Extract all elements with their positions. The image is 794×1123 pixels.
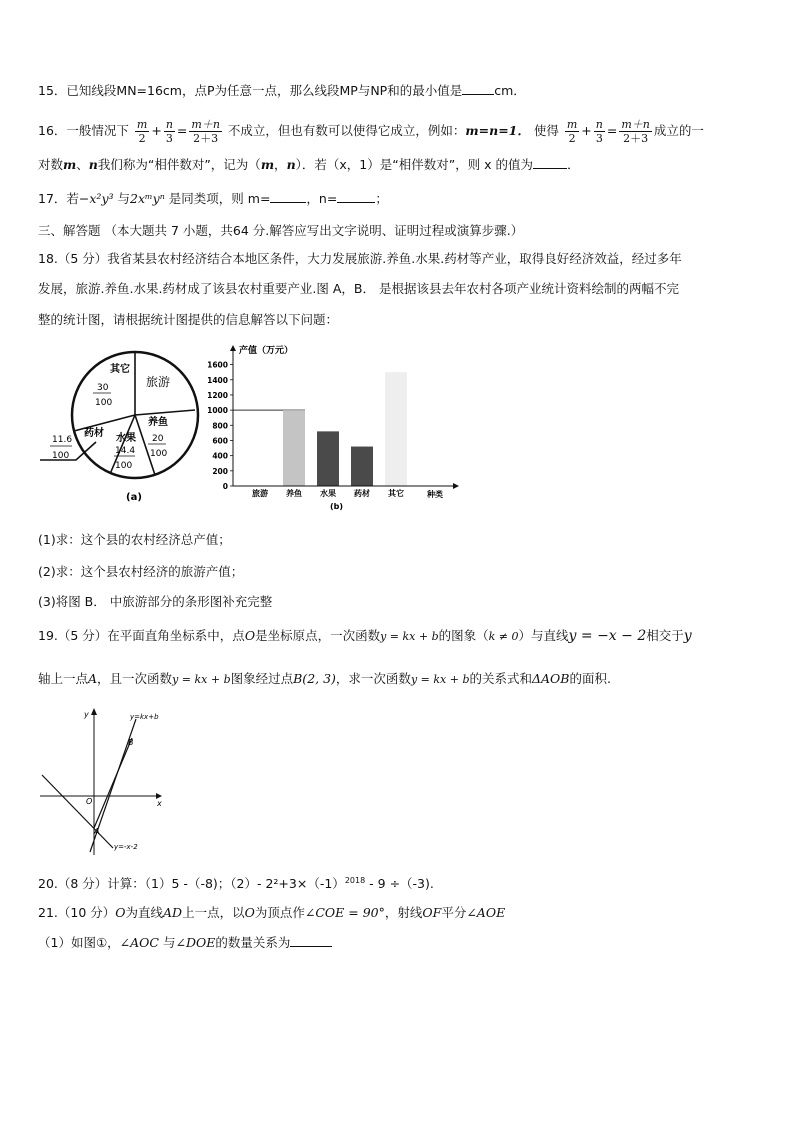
denominator: 2	[138, 132, 146, 145]
pie-frac-other-den: 100	[95, 398, 113, 408]
point-a: A	[88, 671, 98, 686]
question-16-line-2: 对数m、n我们称为“相伴数对”，记为（m，n）．若（x，1）是“相伴数对”，则 x 的值为 ．	[38, 157, 580, 172]
q21-text-h: 与	[162, 935, 176, 950]
angle-coe: ∠COE = 90°	[304, 905, 385, 920]
coordinate-graph	[38, 705, 178, 860]
q19-text-f: 轴上一点	[38, 671, 89, 686]
equation-kx-b: y = kx + b	[172, 673, 231, 686]
question-18-sub-3: (3)将图 B． 中旅游部分的条形图补充完整	[38, 594, 273, 609]
x-axis-label: x	[157, 799, 162, 808]
pie-label-fruit: 水果	[116, 433, 136, 444]
q20-text-b: - 9 ÷（-3).	[369, 876, 434, 892]
pie-frac-herb-den: 100	[52, 451, 70, 461]
denominator: 2＋3	[193, 132, 219, 145]
fraction-n-over-3	[594, 118, 605, 145]
k-condition: k ≠ 0	[488, 630, 519, 643]
question-15	[38, 82, 526, 100]
q17-term-2: 2xᵐyⁿ	[130, 191, 165, 206]
q16-text-d: 成立的一	[653, 123, 704, 138]
y-axis-label: 产值（万元）	[239, 346, 294, 356]
q17-mid: 与	[117, 191, 131, 206]
category-label: 药材	[354, 489, 370, 498]
x-axis-label: 种类	[427, 490, 443, 499]
fraction-mn-over-5	[189, 118, 222, 145]
q19-text-e: 相交于	[646, 628, 684, 643]
question-18-sub-2: (2)求：这个县农村经济的旅游产值；	[38, 564, 244, 579]
var-n: n	[286, 157, 296, 172]
line-ad: AD	[163, 905, 183, 920]
q19-text-k: 的面积.	[569, 671, 611, 686]
line-1-label: y=kx+b	[130, 713, 159, 721]
q16-text-c: 使得	[533, 123, 559, 138]
question-18-line-2: 发展，旅游.养鱼.水果.药材成了该县农村重要产业.图 A，B． 是根据该县去年农村各项产业统计资料绘制的两幅不完	[38, 281, 679, 296]
var-m: m	[63, 157, 77, 172]
pie-label-herb: 药材	[84, 428, 104, 439]
q19-text-j: 的关系式和	[469, 671, 532, 686]
answer-blank	[290, 934, 332, 947]
pie-label-fish: 养鱼	[148, 417, 168, 428]
q19-text-d: ）与直线	[518, 628, 569, 643]
question-20	[38, 872, 434, 893]
point-o: O	[244, 628, 256, 643]
q16-line2-c: ）．若（x，1）是“相伴数对”，则 x 的值为	[295, 157, 534, 172]
pie-chart-a	[38, 345, 208, 505]
q16-line2-a: 对数	[38, 157, 64, 172]
numerator: m＋n	[191, 118, 220, 131]
point-b: B(2, 3)	[293, 671, 336, 686]
answer-blank	[462, 82, 494, 95]
y-tick-label: 0	[222, 482, 228, 491]
y-tick-label: 1400	[207, 375, 228, 385]
q15-text: 15．已知线段MN=16cm，点P为任意一点，那么线段MP与NP和的最小值是	[38, 83, 463, 98]
fraction-n-over-3	[164, 118, 175, 145]
triangle-aob: ΔAOB	[532, 671, 570, 686]
y-tick-label: 400	[212, 451, 228, 461]
numerator: m＋n	[621, 118, 650, 131]
equation-kx-b: y = kx + b	[380, 630, 439, 643]
category-label: 养鱼	[286, 489, 302, 498]
y-tick-label: 1600	[207, 360, 228, 370]
section-3-heading	[38, 222, 523, 240]
q20-text: 20.（8 分）计算：（1）5 -（-8)；（2）- 2²+3×（-1）	[38, 876, 345, 892]
fraction-mn-over-5	[619, 118, 652, 145]
line-2-label: y=-x-2	[114, 843, 138, 851]
pie-caption: (a)	[126, 492, 142, 503]
q19-text-b: 是坐标原点，一次函数	[255, 628, 381, 643]
y-tick-label: 1200	[207, 390, 228, 400]
pie-frac-fish-num: 20	[152, 434, 164, 444]
pie-frac-fruit-num: 14.4	[115, 446, 136, 456]
q16-text-b: 不成立，但也有数可以使得它成立，例如：	[227, 123, 466, 138]
answer-blank	[337, 190, 375, 203]
angle-doe: ∠DOE	[175, 935, 216, 950]
pie-label-tourism: 旅游	[146, 375, 171, 389]
question-17	[38, 190, 388, 208]
numerator: m	[566, 118, 578, 131]
origin-label: O	[86, 797, 93, 806]
question-21-line-1	[38, 904, 505, 922]
question-18-line-3: 整的统计图，请根据统计图提供的信息解答以下问题：	[38, 312, 339, 327]
bar	[351, 447, 373, 486]
question-18-sub-1: (1)求：这个县的农村经济总产值；	[38, 532, 231, 547]
pie-frac-herb-num: 11.6	[52, 435, 73, 445]
y-var: y	[683, 628, 692, 644]
q21-text-a: 21.（10 分）	[38, 905, 116, 920]
category-label: 旅游	[252, 489, 268, 498]
bar	[385, 372, 407, 486]
pie-label-other: 其它	[110, 364, 130, 375]
numerator: n	[595, 118, 603, 131]
line-neg-x-2	[42, 775, 113, 848]
question-16: 16．一般情况下 $\frac{m}{2}$ + $\frac{n}{3}$ = $\frac{m+n}{2+3}$ 不成立，但也有数可以使得它成立，例如：m=n=1． 使得 $\frac{m}{2}$ + $\frac{n}{3}$ = $\frac{m+n}{2+3}$ 成立的一	[38, 118, 704, 145]
fraction-m-over-2	[135, 118, 149, 145]
category-label: 水果	[320, 489, 336, 498]
question-18-line-1: 18.（5 分）我省某县农村经济结合本地区条件，大力发展旅游.养鱼.水果.药材等产业，取得良好经济效益，经过多年	[38, 251, 682, 266]
bar	[317, 431, 339, 486]
q17-term-1: −x²y³	[78, 191, 114, 206]
q21-text-g: （1）如图①，	[38, 935, 120, 950]
q21-text-c: 上一点，以	[182, 905, 245, 920]
y-tick-label: 200	[212, 466, 228, 476]
answer-blank	[533, 156, 567, 169]
equation-neg-x-2: y = −x − 2	[568, 628, 647, 644]
question-19-line-1	[38, 627, 692, 646]
pie-frac-other-num: 30	[97, 383, 109, 393]
q19-text-g: ，且一次函数	[97, 671, 173, 686]
numerator: n	[165, 118, 173, 131]
pie-frac-fish-den: 100	[150, 449, 168, 459]
q16-line2-end: ．	[567, 157, 580, 172]
question-21-line-2	[38, 934, 332, 952]
y-tick-label: 1000	[207, 406, 228, 416]
q15-unit: cm．	[494, 83, 526, 98]
q19-text-c: 的图象（	[438, 628, 489, 643]
point-o: O	[244, 905, 255, 920]
bar-chart-b	[205, 343, 460, 515]
angle-aoe: ∠AOE	[466, 905, 506, 920]
denominator: 2	[568, 132, 576, 145]
q17-text-d: ；	[375, 191, 388, 206]
numerator: m	[136, 118, 148, 131]
point-a-label: A	[94, 827, 100, 836]
q16-line2-b: 我们称为“相伴数对”，记为（	[97, 157, 261, 172]
category-label: 其它	[388, 489, 404, 498]
q16-example: m=n=1．	[465, 123, 530, 138]
q21-text-i: 的数量关系为	[215, 935, 291, 950]
var-m: m	[260, 157, 275, 172]
y-tick-label: 800	[212, 421, 228, 431]
q21-text-d: 为顶点作	[254, 905, 305, 920]
section-note: （本大题共 7 小题，共64 分.解答应写出文字说明、证明过程或演算步骤.）	[104, 223, 524, 238]
q21-text-f: 平分	[441, 905, 467, 920]
exponent: 2018	[344, 876, 366, 885]
bar	[283, 410, 305, 486]
denominator: 3	[595, 132, 603, 145]
point-b-label: B	[128, 738, 134, 747]
question-19-line-2	[38, 670, 611, 689]
q21-text-b: 为直线	[125, 905, 164, 920]
var-n: n	[88, 157, 98, 172]
answer-blank	[270, 190, 306, 203]
denominator: 3	[165, 132, 173, 145]
y-axis-arrow	[230, 345, 236, 351]
q19-text-a: 19.（5 分）在平面直角坐标系中，点	[38, 628, 245, 643]
q19-text-h: 图象经过点	[230, 671, 294, 686]
x-axis-arrow	[453, 483, 459, 489]
y-tick-label: 600	[212, 436, 228, 446]
y-arrow	[91, 708, 97, 715]
equation-kx-b: y = kx + b	[410, 673, 470, 686]
q17-text-a: 17．若	[38, 191, 79, 206]
pie-frac-fruit-den: 100	[115, 461, 133, 471]
q16-text-a: 16．一般情况下	[38, 123, 129, 138]
q17-text-b: 是同类项，则 m=	[168, 191, 271, 206]
point-o: O	[115, 905, 126, 920]
segment-ab	[94, 738, 132, 828]
bar-chart-caption: (b)	[330, 502, 344, 511]
fraction-m-over-2	[565, 118, 579, 145]
y-axis-label: y	[84, 710, 89, 719]
section-title: 三、解答题	[38, 223, 101, 238]
q19-text-i: ，求一次函数	[335, 671, 411, 686]
angle-aoc: ∠AOC	[119, 935, 159, 950]
q21-text-e: ，射线	[384, 905, 423, 920]
ray-of: OF	[422, 905, 442, 920]
q17-text-c: ，n=	[306, 191, 338, 206]
denominator: 2＋3	[623, 132, 649, 145]
